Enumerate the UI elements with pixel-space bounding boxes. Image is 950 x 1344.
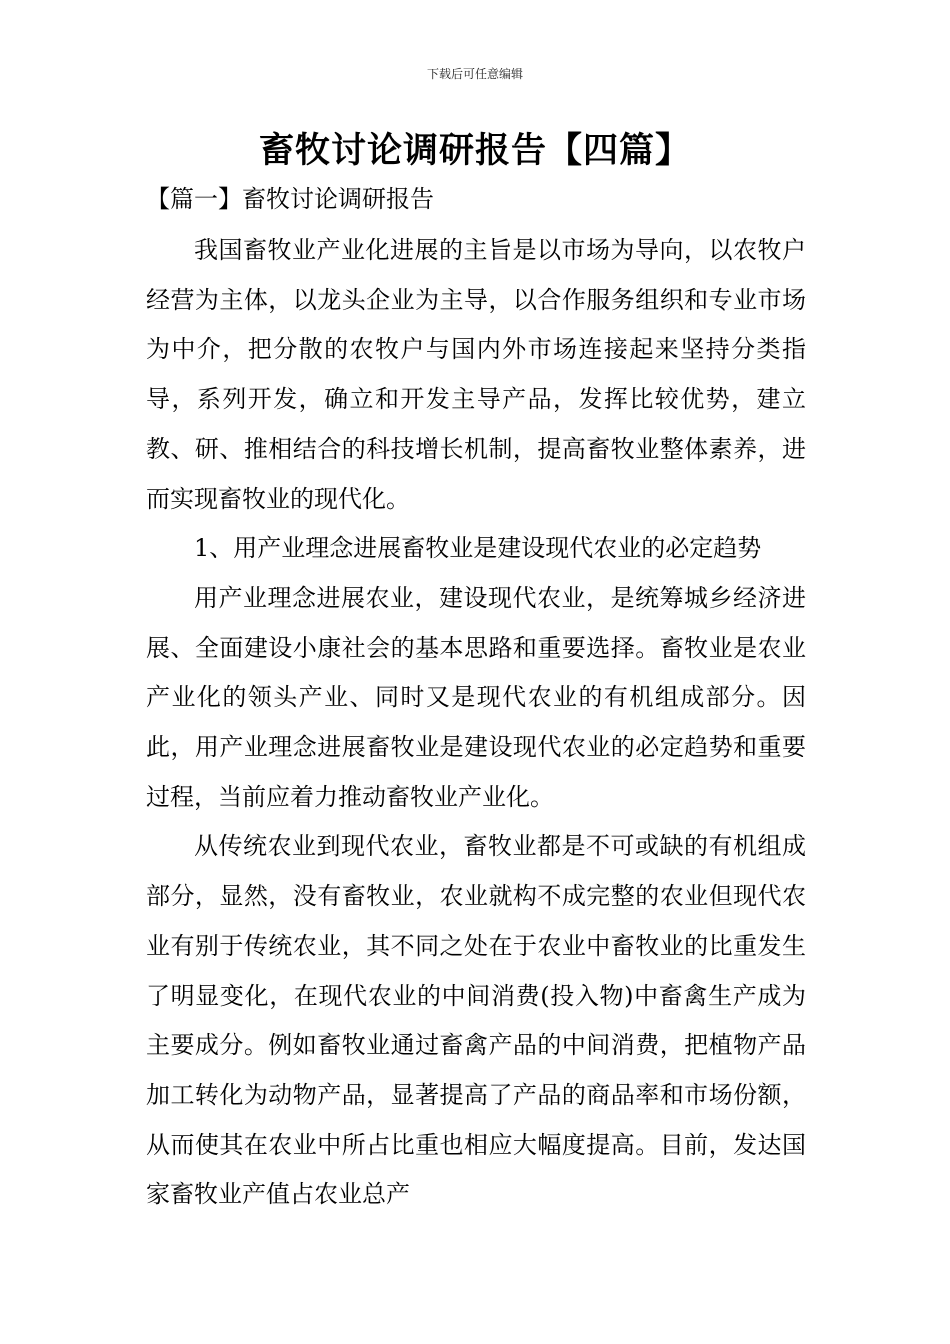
paragraph: 1、用产业理念进展畜牧业是建设现代农业的必定趋势 bbox=[194, 534, 762, 563]
paragraph: 我国畜牧业产业化进展的主旨是以市场为导向，以农牧户经营为主体，以龙头企业为主导，以合作服务组织和专业市场为中介，把分散的农牧户与国内外市场连接起来坚持分类指导，系列开发，确立和开发主导产品，发挥比较优势，建立教、研、推相结合的科技增长机制，提高畜牧业整体素养，进而实现畜牧业的现代化。 bbox=[146, 236, 806, 513]
document-title: 畜牧讨论调研报告【四篇】 bbox=[258, 130, 691, 171]
paragraph: 从传统农业到现代农业，畜牧业都是不可或缺的有机组成部分，显然，没有畜牧业，农业就构不成完整的农业但现代农业有别于传统农业，其不同之处在于农业中畜牧业的比重发生了明显变化，在现代农业的中间消费(投入物)中畜禽生产成为主要成分。例如畜牧业通过畜禽产品的中间消费，把植物产品加工转化为动物产品，显著提高了产品的商品率和市场份额，从而使其在农业中所占比重也相应大幅度提高。目前，发达国家畜牧业产值占农业总产 bbox=[146, 832, 806, 1209]
paragraph: 用产业理念进展农业，建设现代农业，是统筹城乡经济进展、全面建设小康社会的基本思路和重要选择。畜牧业是农业产业化的领头产业、同时又是现代农业的有机组成部分。因此，用产业理念进展畜牧业是建设现代农业的必定趋势和重要过程，当前应着力推动畜牧业产业化。 bbox=[146, 583, 806, 811]
header-note: 下载后可任意编辑 bbox=[426, 67, 523, 81]
section-heading: 【篇一】畜牧讨论调研报告 bbox=[146, 185, 434, 213]
document-body bbox=[146, 226, 806, 1220]
